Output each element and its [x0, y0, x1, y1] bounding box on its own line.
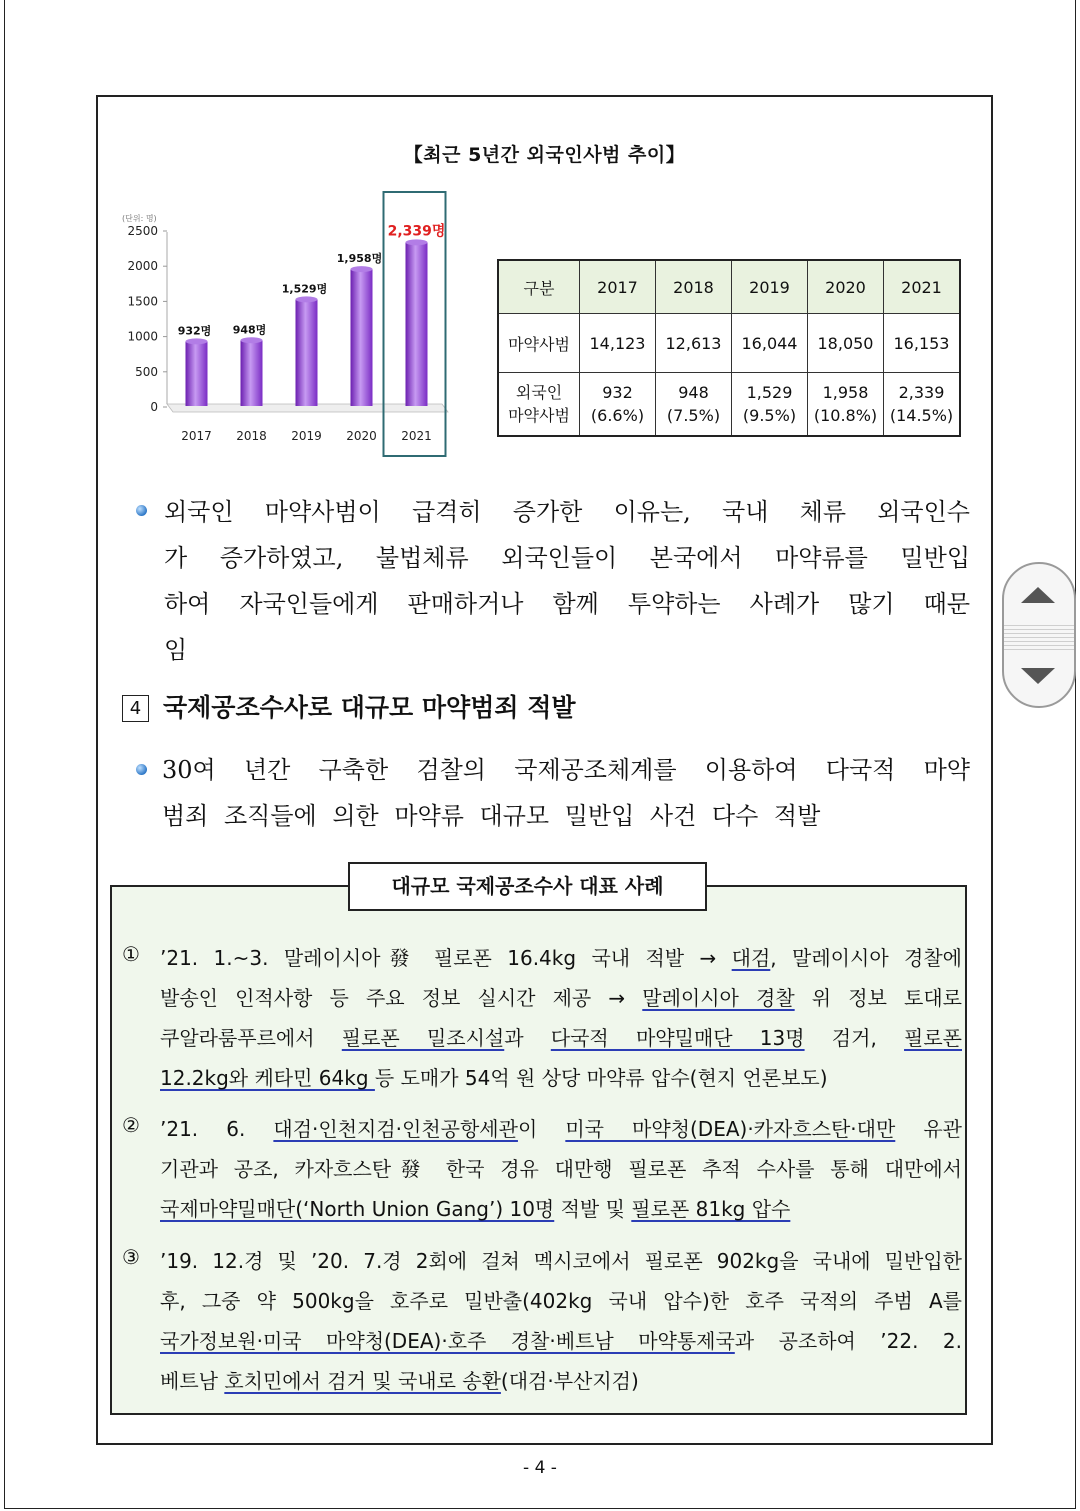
- y-tick-label: 2000: [127, 259, 158, 274]
- paragraph-line: 하여 자국인들에게 판매하거나 함께 투약하는 사례가 많기 때문: [164, 590, 970, 618]
- case-text: 후, 그중 약 500kg을 호주로 밀반출(402kg 국내 압수)한 호주 국적의 주범 A를: [160, 1289, 962, 1313]
- case-text: 쿠알라룸푸르에서: [160, 1026, 342, 1050]
- underlined-text: 호치민에서 검거 및 국내로 송환: [224, 1369, 501, 1393]
- case-text: ’21. 6.: [160, 1117, 274, 1141]
- table-header-cell: 2019: [732, 260, 808, 314]
- case-box-title: 대규모 국제공조수사 대표 사례: [348, 862, 707, 911]
- x-tick-label-2021: 2021: [401, 429, 432, 443]
- bar-2018: [241, 340, 263, 406]
- table-cell: 932 (6.6%): [580, 373, 656, 437]
- data-label-2021: 2,339명: [387, 223, 446, 240]
- y-tick-label: 1500: [127, 294, 158, 309]
- data-label-2017: 932명: [177, 324, 212, 338]
- table-cell: 12,613: [656, 314, 732, 373]
- paragraph-line: 외국인 마약사범이 급격히 증가한 이유는, 국내 체류 외국인수: [164, 498, 970, 526]
- case-text: 등 도매가 54억 원 상당 마약류 압수(현지 언론보도): [374, 1066, 828, 1090]
- table-header-cell: 2017: [580, 260, 656, 314]
- bar-cap-2019: [296, 296, 318, 302]
- bar-2021: [406, 242, 428, 406]
- paragraph-line: 범죄 조직들에 의한 마약류 대규모 밀반입 사건 다수 적발: [162, 802, 821, 830]
- table-cell: 1,958 (10.8%): [808, 373, 884, 437]
- case-text: 위 정보 토대로: [794, 986, 962, 1010]
- case-text: 유관: [895, 1117, 962, 1141]
- y-tick-label: 0: [150, 400, 158, 414]
- bullet-dot-icon: [136, 505, 147, 516]
- case-line: [160, 1022, 962, 1051]
- underlined-text: 다국적 마약밀매단 13명: [550, 1026, 805, 1050]
- case-text: 이: [517, 1117, 566, 1141]
- case-text: 적발 및: [554, 1197, 632, 1221]
- bullet-dot-icon: [136, 764, 147, 775]
- case-text: ’21. 1.~3. 말레이시아發 필로폰 16.4kg 국내 적발 →: [160, 946, 732, 970]
- underlined-text: 말레이시아 경찰: [642, 986, 795, 1010]
- bar-2019: [296, 299, 318, 406]
- paragraph-line: 가 증가하였고, 불법체류 외국인들이 본국에서 마약류를 밀반입: [164, 544, 970, 572]
- underlined-text: 대검: [731, 946, 771, 970]
- case-text: 과: [504, 1026, 551, 1050]
- data-label-2020: 1,958명: [336, 252, 383, 266]
- table-cell: 2,339 (14.5%): [884, 373, 961, 437]
- section-number: 4: [122, 695, 149, 722]
- table-cell: 948 (7.5%): [656, 373, 732, 437]
- table-cell: 16,153: [884, 314, 961, 373]
- x-tick-label-2017: 2017: [181, 429, 212, 443]
- table-cell: 14,123: [580, 314, 656, 373]
- case-line: [160, 1062, 828, 1091]
- y-tick-label: 2500: [127, 224, 158, 238]
- case-line: [160, 1193, 790, 1222]
- underlined-text: 대검·인천지검·인천공항세관: [273, 1117, 518, 1141]
- x-tick-label-2020: 2020: [346, 429, 377, 443]
- case-line: [160, 1365, 639, 1394]
- chart-title: 【최근 5년간 외국인사범 추이】: [403, 144, 686, 166]
- data-label-2019: 1,529명: [281, 282, 328, 296]
- y-tick-label: 500: [135, 364, 158, 379]
- y-tick-label: 1000: [127, 329, 158, 344]
- table-header-cell: 구분: [498, 260, 580, 314]
- case-line: [160, 1245, 962, 1274]
- case-line: [160, 1153, 962, 1182]
- section-title: 국제공조수사로 대규모 마약범죄 적발: [163, 693, 576, 722]
- case-text: ’19. 12.경 및 ’20. 7.경 2회에 걸쳐 멕시코에서 필로폰 902kg을 국내에 밀반입한: [160, 1249, 962, 1273]
- paragraph-line: 30여 년간 구축한 검찰의 국제공조체계를 이용하여 다국적 마약: [162, 756, 970, 784]
- case-text: 발송인 인적사항 등 주요 정보 실시간 제공 →: [160, 986, 643, 1010]
- case-number: ③: [122, 1245, 140, 1269]
- case-text: , 말레이시아 경찰에: [770, 946, 962, 970]
- case-number: ①: [122, 942, 140, 966]
- underlined-text: 국가정보원·미국 마약청(DEA)·호주 경찰·베트남 마약통제국: [160, 1329, 735, 1353]
- case-text: 과 공조하여 ’22. 2.: [734, 1329, 962, 1353]
- underlined-text: 미국 마약청(DEA)·카자흐스탄·대만: [565, 1117, 896, 1141]
- underlined-text: 국제마약밀매단(‘North Union Gang’) 10명: [160, 1197, 555, 1221]
- bar-cap-2017: [186, 338, 208, 344]
- case-line: [160, 942, 962, 971]
- case-text: (대검·부산지검): [500, 1369, 639, 1393]
- case-text: 검거,: [804, 1026, 905, 1050]
- table-cell: 1,529 (9.5%): [732, 373, 808, 437]
- case-line: [160, 1285, 962, 1314]
- bar-cap-2021: [406, 239, 428, 245]
- table-header-cell: 2021: [884, 260, 961, 314]
- table-row: [498, 373, 960, 437]
- underlined-text: 필로폰: [904, 1026, 962, 1050]
- scroll-up-arrow-icon[interactable]: [1021, 587, 1055, 603]
- scroll-widget: [1002, 562, 1076, 708]
- table-cell: 16,044: [732, 314, 808, 373]
- table-header-row: [498, 260, 960, 314]
- section-heading: [122, 688, 576, 724]
- underlined-text: 필로폰 81kg 압수: [631, 1197, 791, 1221]
- case-number: ②: [122, 1113, 140, 1137]
- underlined-text: 12.2kg와 케타민 64kg: [160, 1066, 375, 1090]
- x-tick-label-2018: 2018: [236, 429, 267, 443]
- table-row-label: 외국인 마약사범: [498, 373, 580, 437]
- bar-2017: [186, 341, 208, 406]
- scroll-down-arrow-icon[interactable]: [1021, 668, 1055, 684]
- table-header-cell: 2020: [808, 260, 884, 314]
- case-line: [160, 982, 962, 1011]
- case-line: [160, 1325, 962, 1354]
- table-row: [498, 314, 960, 373]
- underlined-text: 필로폰 밀조시설: [341, 1026, 505, 1050]
- stats-table: [497, 259, 961, 437]
- chart-unit-label: (단위: 명): [122, 214, 157, 223]
- page-number: - 4 -: [523, 1458, 557, 1478]
- x-tick-label-2019: 2019: [291, 429, 322, 443]
- table-header-cell: 2018: [656, 260, 732, 314]
- case-text: 기관과 공조, 카자흐스탄發 한국 경유 대만행 필로폰 추적 수사를 통해 대만에서: [160, 1157, 962, 1181]
- bar-2020: [351, 269, 373, 406]
- case-line: [160, 1113, 962, 1142]
- scroll-grip[interactable]: [1004, 622, 1074, 650]
- bar-cap-2020: [351, 266, 373, 272]
- bar-cap-2018: [241, 337, 263, 343]
- paragraph-line: 임: [164, 636, 188, 664]
- table-row-label: 마약사범: [498, 314, 580, 373]
- bar-chart: [118, 188, 463, 460]
- data-label-2018: 948명: [232, 323, 267, 337]
- case-text: 베트남: [160, 1369, 225, 1393]
- table-cell: 18,050: [808, 314, 884, 373]
